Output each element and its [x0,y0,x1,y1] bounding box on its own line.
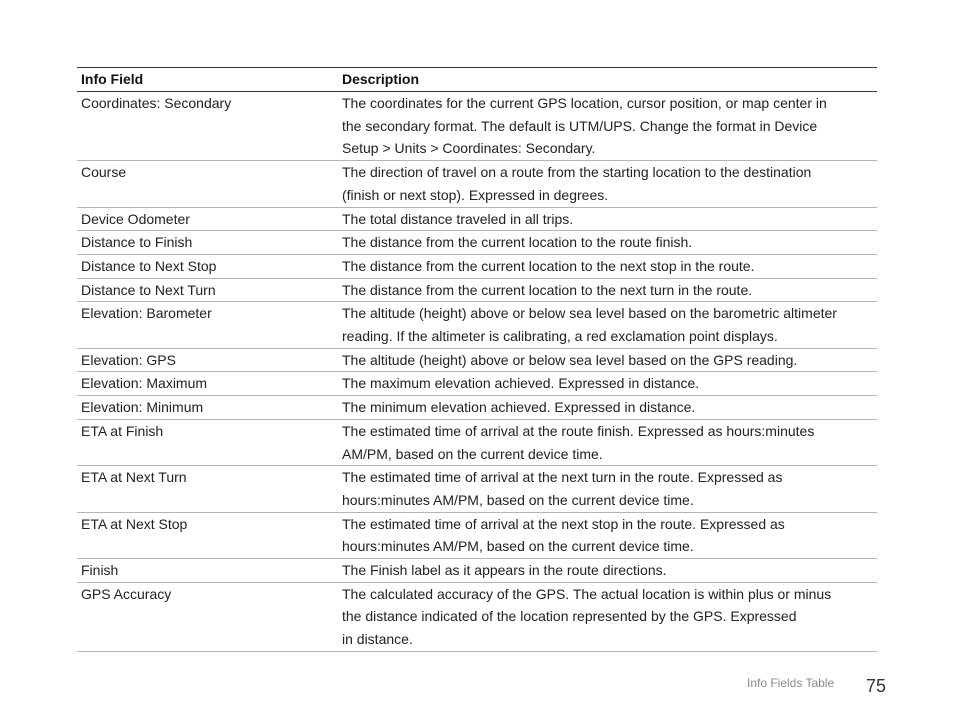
info-field-name: Elevation: GPS [77,348,338,372]
footer-section-label: Info Fields Table [747,676,835,690]
info-fields-table [77,67,877,652]
info-field-description: The altitude (height) above or below sea level based on the GPS reading. [338,348,877,372]
info-field-name: Elevation: Barometer [77,302,338,348]
table-row [77,254,877,278]
info-field-description: The estimated time of arrival at the next stop in the route. Expressed as hours:minutes AM/PM, based on the current device time. [338,512,877,558]
info-field-description: The total distance traveled in all trips. [338,207,877,231]
table-row [77,582,877,651]
info-field-description: The calculated accuracy of the GPS. The actual location is within plus or minus the distance indicated of the location represented by the GPS. Expressed in distance. [338,582,877,651]
info-field-name: Elevation: Maximum [77,372,338,396]
info-field-name: Elevation: Minimum [77,396,338,420]
info-field-description: The coordinates for the current GPS location, cursor position, or map center in the secondary format. The default is UTM/UPS. Change the format in Device Setup > Units > Coordinates: Secondary. [338,92,877,161]
info-field-name: GPS Accuracy [77,582,338,651]
table-row [77,92,877,161]
table-row [77,466,877,512]
info-field-description: The altitude (height) above or below sea level based on the barometric altimeter reading. If the altimeter is calibrating, a red exclamation point displays. [338,302,877,348]
table-row [77,207,877,231]
info-field-name: Finish [77,559,338,583]
table-row [77,419,877,465]
info-field-name: Coordinates: Secondary [77,92,338,161]
info-field-description: The estimated time of arrival at the route finish. Expressed as hours:minutes AM/PM, based on the current device time. [338,419,877,465]
table-row [77,396,877,420]
info-field-name: Course [77,161,338,207]
table-row [77,348,877,372]
table-row [77,161,877,207]
table-row [77,512,877,558]
table-row [77,372,877,396]
info-field-name: Distance to Next Stop [77,254,338,278]
info-field-name: Device Odometer [77,207,338,231]
info-field-name: Distance to Finish [77,231,338,255]
info-field-description: The maximum elevation achieved. Expressed in distance. [338,372,877,396]
header-row [77,68,877,92]
info-field-name: ETA at Next Turn [77,466,338,512]
page-number: 75 [866,676,887,696]
table-row [77,302,877,348]
info-field-description: The Finish label as it appears in the route directions. [338,559,877,583]
info-field-name: ETA at Finish [77,419,338,465]
table-body [77,92,877,652]
info-field-description: The distance from the current location to the next stop in the route. [338,254,877,278]
info-field-description: The distance from the current location to the route finish. [338,231,877,255]
info-field-name: Distance to Next Turn [77,278,338,302]
table-row [77,559,877,583]
column-header-info-field: Info Field [77,68,338,92]
table-row [77,231,877,255]
info-field-description: The minimum elevation achieved. Expressed in distance. [338,396,877,420]
table-header [77,68,877,92]
info-field-description: The direction of travel on a route from the starting location to the destination (finish or next stop). Expressed in degrees. [338,161,877,207]
info-field-description: The estimated time of arrival at the next turn in the route. Expressed as hours:minutes AM/PM, based on the current device time. [338,466,877,512]
info-field-name: ETA at Next Stop [77,512,338,558]
info-field-description: The distance from the current location to the next turn in the route. [338,278,877,302]
table-row [77,278,877,302]
column-header-description: Description [338,68,877,92]
